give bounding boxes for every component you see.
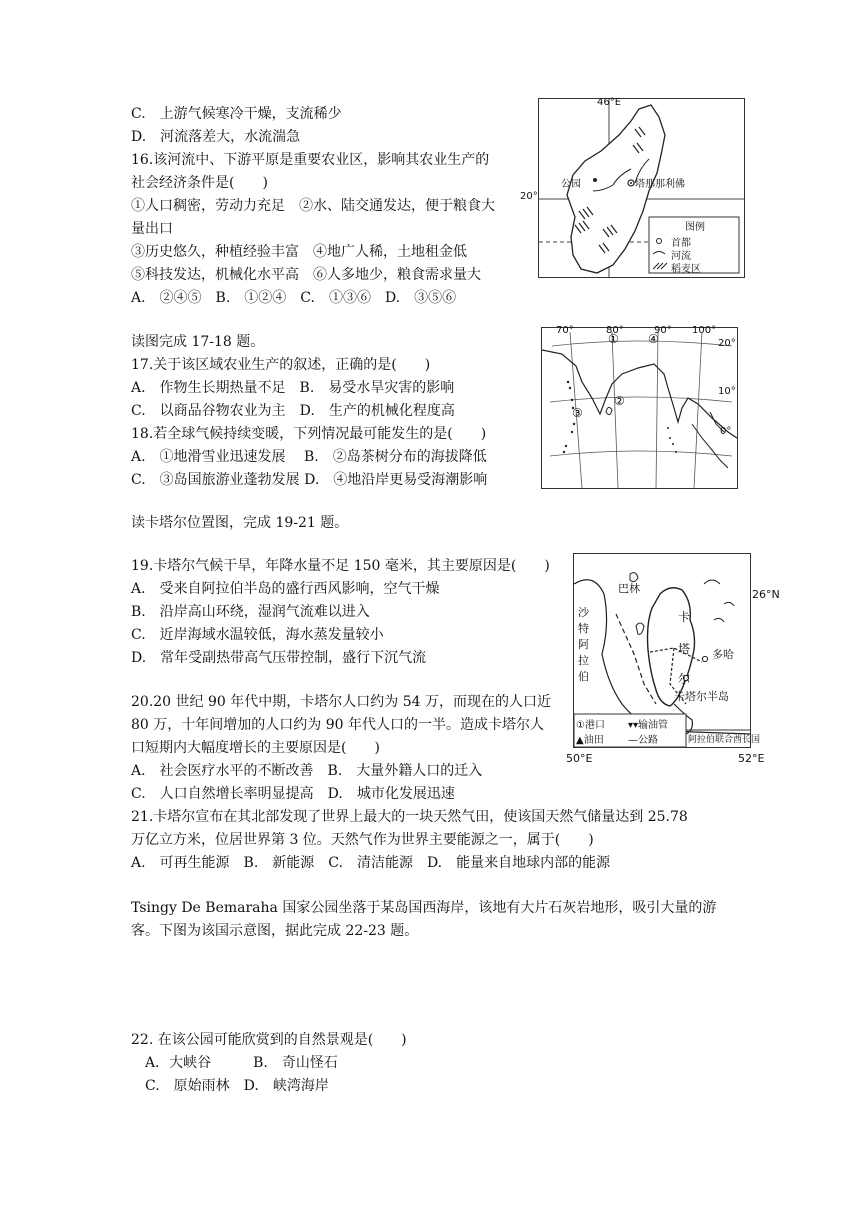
qatar-saudi-char4: 拉 bbox=[578, 654, 589, 667]
qatar-saudi-char5: 伯 bbox=[578, 670, 589, 683]
madagascar-capital-label: 塔那那利佛 bbox=[635, 179, 685, 190]
qatar-saudi-char2: 特 bbox=[578, 622, 589, 635]
qatar-peninsula-label: 卡塔尔半岛 bbox=[674, 690, 729, 703]
marker-4-bay: ④ bbox=[648, 332, 659, 346]
q16-stem-line1: 16.该河流中、下游平原是重要农业区，影响其农业生产的 bbox=[131, 152, 490, 168]
q17-options-cd: C. 以商品谷物农业为主 D. 生产的机械化程度高 bbox=[131, 403, 455, 419]
qatar-legend-port: ①港口 bbox=[576, 720, 605, 731]
intro-22-23-line2: 客。下图为该国示意图，据此完成 22-23 题。 bbox=[131, 923, 419, 939]
q18-options-ab: A. ①地滑雪业迅速发展 B. ②岛茶树分布的海拔降低 bbox=[131, 449, 487, 465]
q21-stem-line1: 21.卡塔尔宣布在其北部发现了世界上最大的一块天然气田，使该国天然气储量达到 25.78 bbox=[131, 809, 688, 825]
qatar-name-char2: 塔 bbox=[678, 642, 691, 656]
qatar-bahrain-label: 巴林 bbox=[618, 582, 640, 595]
qatar-saudi-char1: 沙 bbox=[578, 606, 589, 619]
south-asia-lat-0: 0° bbox=[720, 426, 732, 437]
marker-3-maldives: ③ bbox=[572, 406, 583, 420]
qatar-saudi-char3: 阿 bbox=[578, 638, 589, 651]
q22-stem: 22. 在该公园可能欣赏到的自然景观是( ) bbox=[131, 1032, 407, 1048]
qatar-lon-52: 52°E bbox=[738, 752, 765, 765]
q16-items-3-4: ③历史悠久，种植经验丰富 ④地广人稀，土地租金低 bbox=[131, 244, 467, 260]
q17-options-ab: A. 作物生长期热量不足 B. 易受水旱灾害的影响 bbox=[131, 380, 455, 396]
intro-19-21: 读卡塔尔位置图，完成 19-21 题。 bbox=[131, 515, 349, 531]
q16-items-1-2: ①人口稠密，劳动力充足 ②水、陆交通发达，便于粮食大 bbox=[131, 198, 495, 214]
qatar-doha-label: 多哈 bbox=[712, 648, 734, 661]
qatar-legend-pipe: ▾▾输油管 bbox=[628, 720, 669, 731]
madagascar-legend-capital: 首都 bbox=[671, 238, 691, 249]
south-asia-lon-70: 70° bbox=[556, 325, 574, 336]
south-asia-lon-100: 100° bbox=[692, 325, 717, 336]
qatar-lat-26: 26°N bbox=[752, 588, 780, 601]
south-asia-lon-90: 90° bbox=[654, 325, 672, 336]
q20-options-cd: C. 人口自然增长率明显提高 D. 城市化发展迅速 bbox=[131, 786, 455, 802]
q21-options: A. 可再生能源 B. 新能源 C. 清洁能源 D. 能量来自地球内部的能源 bbox=[131, 855, 611, 871]
qatar-legend-road: —公路 bbox=[628, 735, 658, 746]
q16-items-5-6: ⑤科技发达，机械化水平高 ⑥人多地少，粮食需求量大 bbox=[131, 267, 481, 283]
q20-stem-line1: 20.20 世纪 90 年代中期，卡塔尔人口约为 54 万，而现在的人口近 bbox=[131, 694, 551, 710]
q19-option-c: C. 近岸海域水温较低，海水蒸发量较小 bbox=[131, 627, 384, 643]
madagascar-legend-title: 图例 bbox=[685, 222, 705, 233]
q16-options: A. ②④⑤ B. ①②④ C. ①③⑥ D. ③⑤⑥ bbox=[131, 290, 457, 306]
q20-stem-line3: 口短期内大幅度增长的主要原因是( ) bbox=[131, 740, 380, 756]
q20-stem-line2: 80 万，十年间增加的人口约为 90 年代人口的一半。造成卡塔尔人 bbox=[131, 717, 544, 733]
madagascar-legend-rice: 稻麦区 bbox=[671, 264, 701, 275]
qatar-name-char3: 尔 bbox=[678, 672, 691, 686]
madagascar-lon-label: 46°E bbox=[597, 97, 622, 108]
marker-1-himalaya: ① bbox=[608, 332, 619, 346]
south-asia-lon-80: 80° bbox=[606, 325, 624, 336]
q22-options-ab: A．大峡谷 B. 奇山怪石 bbox=[131, 1055, 338, 1071]
qatar-name-char1: 卡 bbox=[678, 610, 691, 624]
q19-stem: 19.卡塔尔气候干旱，年降水量不足 150 毫米，其主要原因是( ) bbox=[131, 558, 550, 574]
q16-items-1-2-cont: 量出口 bbox=[131, 221, 173, 237]
madagascar-park-label: 公园 bbox=[561, 179, 581, 190]
marker-2-island: ② bbox=[614, 394, 625, 408]
south-asia-lat-20: 20° bbox=[718, 338, 736, 349]
q15-option-c: C. 上游气候寒冷干燥，支流稀少 bbox=[131, 106, 342, 122]
q18-stem: 18.若全球气候持续变暖，下列情况最可能发生的是( ) bbox=[131, 426, 487, 442]
qatar-map bbox=[573, 553, 761, 748]
intro-22-23-line1: Tsingy De Bemaraha 国家公园坐落于某岛国西海岸，该地有大片石灰岩地形，吸引大量的游 bbox=[131, 900, 717, 916]
q19-option-a: A. 受来自阿拉伯半岛的盛行西风影响，空气干燥 bbox=[131, 581, 440, 597]
madagascar-legend-river: 河流 bbox=[671, 251, 691, 262]
q16-stem-line2: 社会经济条件是( ) bbox=[131, 175, 268, 191]
intro-17-18: 读图完成 17-18 题。 bbox=[131, 334, 265, 350]
q17-stem: 17.关于该区域农业生产的叙述，正确的是( ) bbox=[131, 357, 431, 373]
q19-option-b: B. 沿岸高山环绕，湿润气流难以进入 bbox=[131, 604, 370, 620]
q22-options-cd: C. 原始雨林 D. 峡湾海岸 bbox=[131, 1078, 329, 1094]
q18-options-cd: C. ③岛国旅游业蓬勃发展 D. ④地沿岸更易受海潮影响 bbox=[131, 472, 488, 488]
madagascar-map bbox=[538, 98, 745, 278]
madagascar-lat-label: 20° bbox=[520, 191, 538, 202]
south-asia-map bbox=[541, 327, 738, 489]
qatar-legend-oil: ▲油田 bbox=[576, 735, 604, 746]
q20-options-ab: A. 社会医疗水平的不断改善 B. 大量外籍人口的迁入 bbox=[131, 763, 483, 779]
qatar-lon-50: 50°E bbox=[566, 752, 593, 765]
q15-option-d: D. 河流落差大，水流湍急 bbox=[131, 129, 301, 145]
qatar-uae-label: 阿拉伯联合酋长国 bbox=[688, 735, 761, 745]
south-asia-lat-10: 10° bbox=[718, 386, 736, 397]
q19-option-d: D. 常年受副热带高气压带控制，盛行下沉气流 bbox=[131, 650, 427, 666]
q21-stem-line2: 万亿立方米，位居世界第 3 位。天然气作为世界主要能源之一，属于( ) bbox=[131, 832, 594, 848]
